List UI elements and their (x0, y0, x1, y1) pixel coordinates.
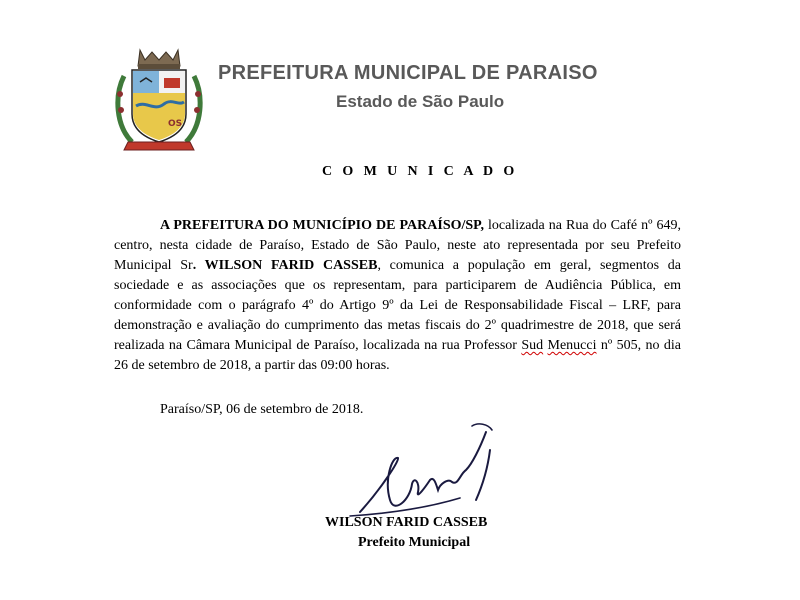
organization-name: A PREFEITURA DO MUNICÍPIO DE PARAÍSO/SP, (160, 218, 484, 233)
document-heading: C O M U N I C A D O (322, 164, 518, 179)
body-text-part-3: nº 505, no dia 26 de setembro de 2018, a partir das 09:00 horas. (114, 338, 681, 373)
svg-text:OS: OS (168, 119, 183, 129)
body-text-part-1: localizada na Rua do Café nº 649, centro, nesta cidade de Paraíso, Estado de São Paulo, neste ato representada por seu Prefeito Municipal Sr (114, 218, 681, 273)
spellcheck-word-menucci: Menucci (547, 338, 597, 353)
spellcheck-word-sud: Sud (521, 338, 544, 353)
body-text-part-2: , comunica a população em geral, segmentos da sociedade e as associações que os representam, para participarem de Audiência Pública, em conformidade com o parágrafo 4º do Artigo 9º da Lei de Responsabilidade Fiscal – LRF, para demonstração e avaliação do cumprimento das metas fiscais do 2º quadrimestre de 2018, que será realizada na Câmara Municipal de Paraíso, localizada na rua Professor (114, 258, 681, 353)
signer-role: Prefeito Municipal (358, 535, 471, 550)
signer-name: WILSON FARID CASSEB (325, 515, 488, 530)
mayor-name: . WILSON FARID CASSEB (192, 258, 378, 273)
date-line: Paraíso/SP, 06 de setembro de 2018. (160, 402, 364, 417)
handwritten-signature-icon (340, 420, 510, 530)
municipality-title: PREFEITURA MUNICIPAL DE PARAISO (218, 62, 598, 84)
state-subtitle: Estado de São Paulo (336, 92, 505, 111)
announcement-body (114, 216, 681, 376)
municipal-coat-of-arms-icon (110, 46, 208, 154)
